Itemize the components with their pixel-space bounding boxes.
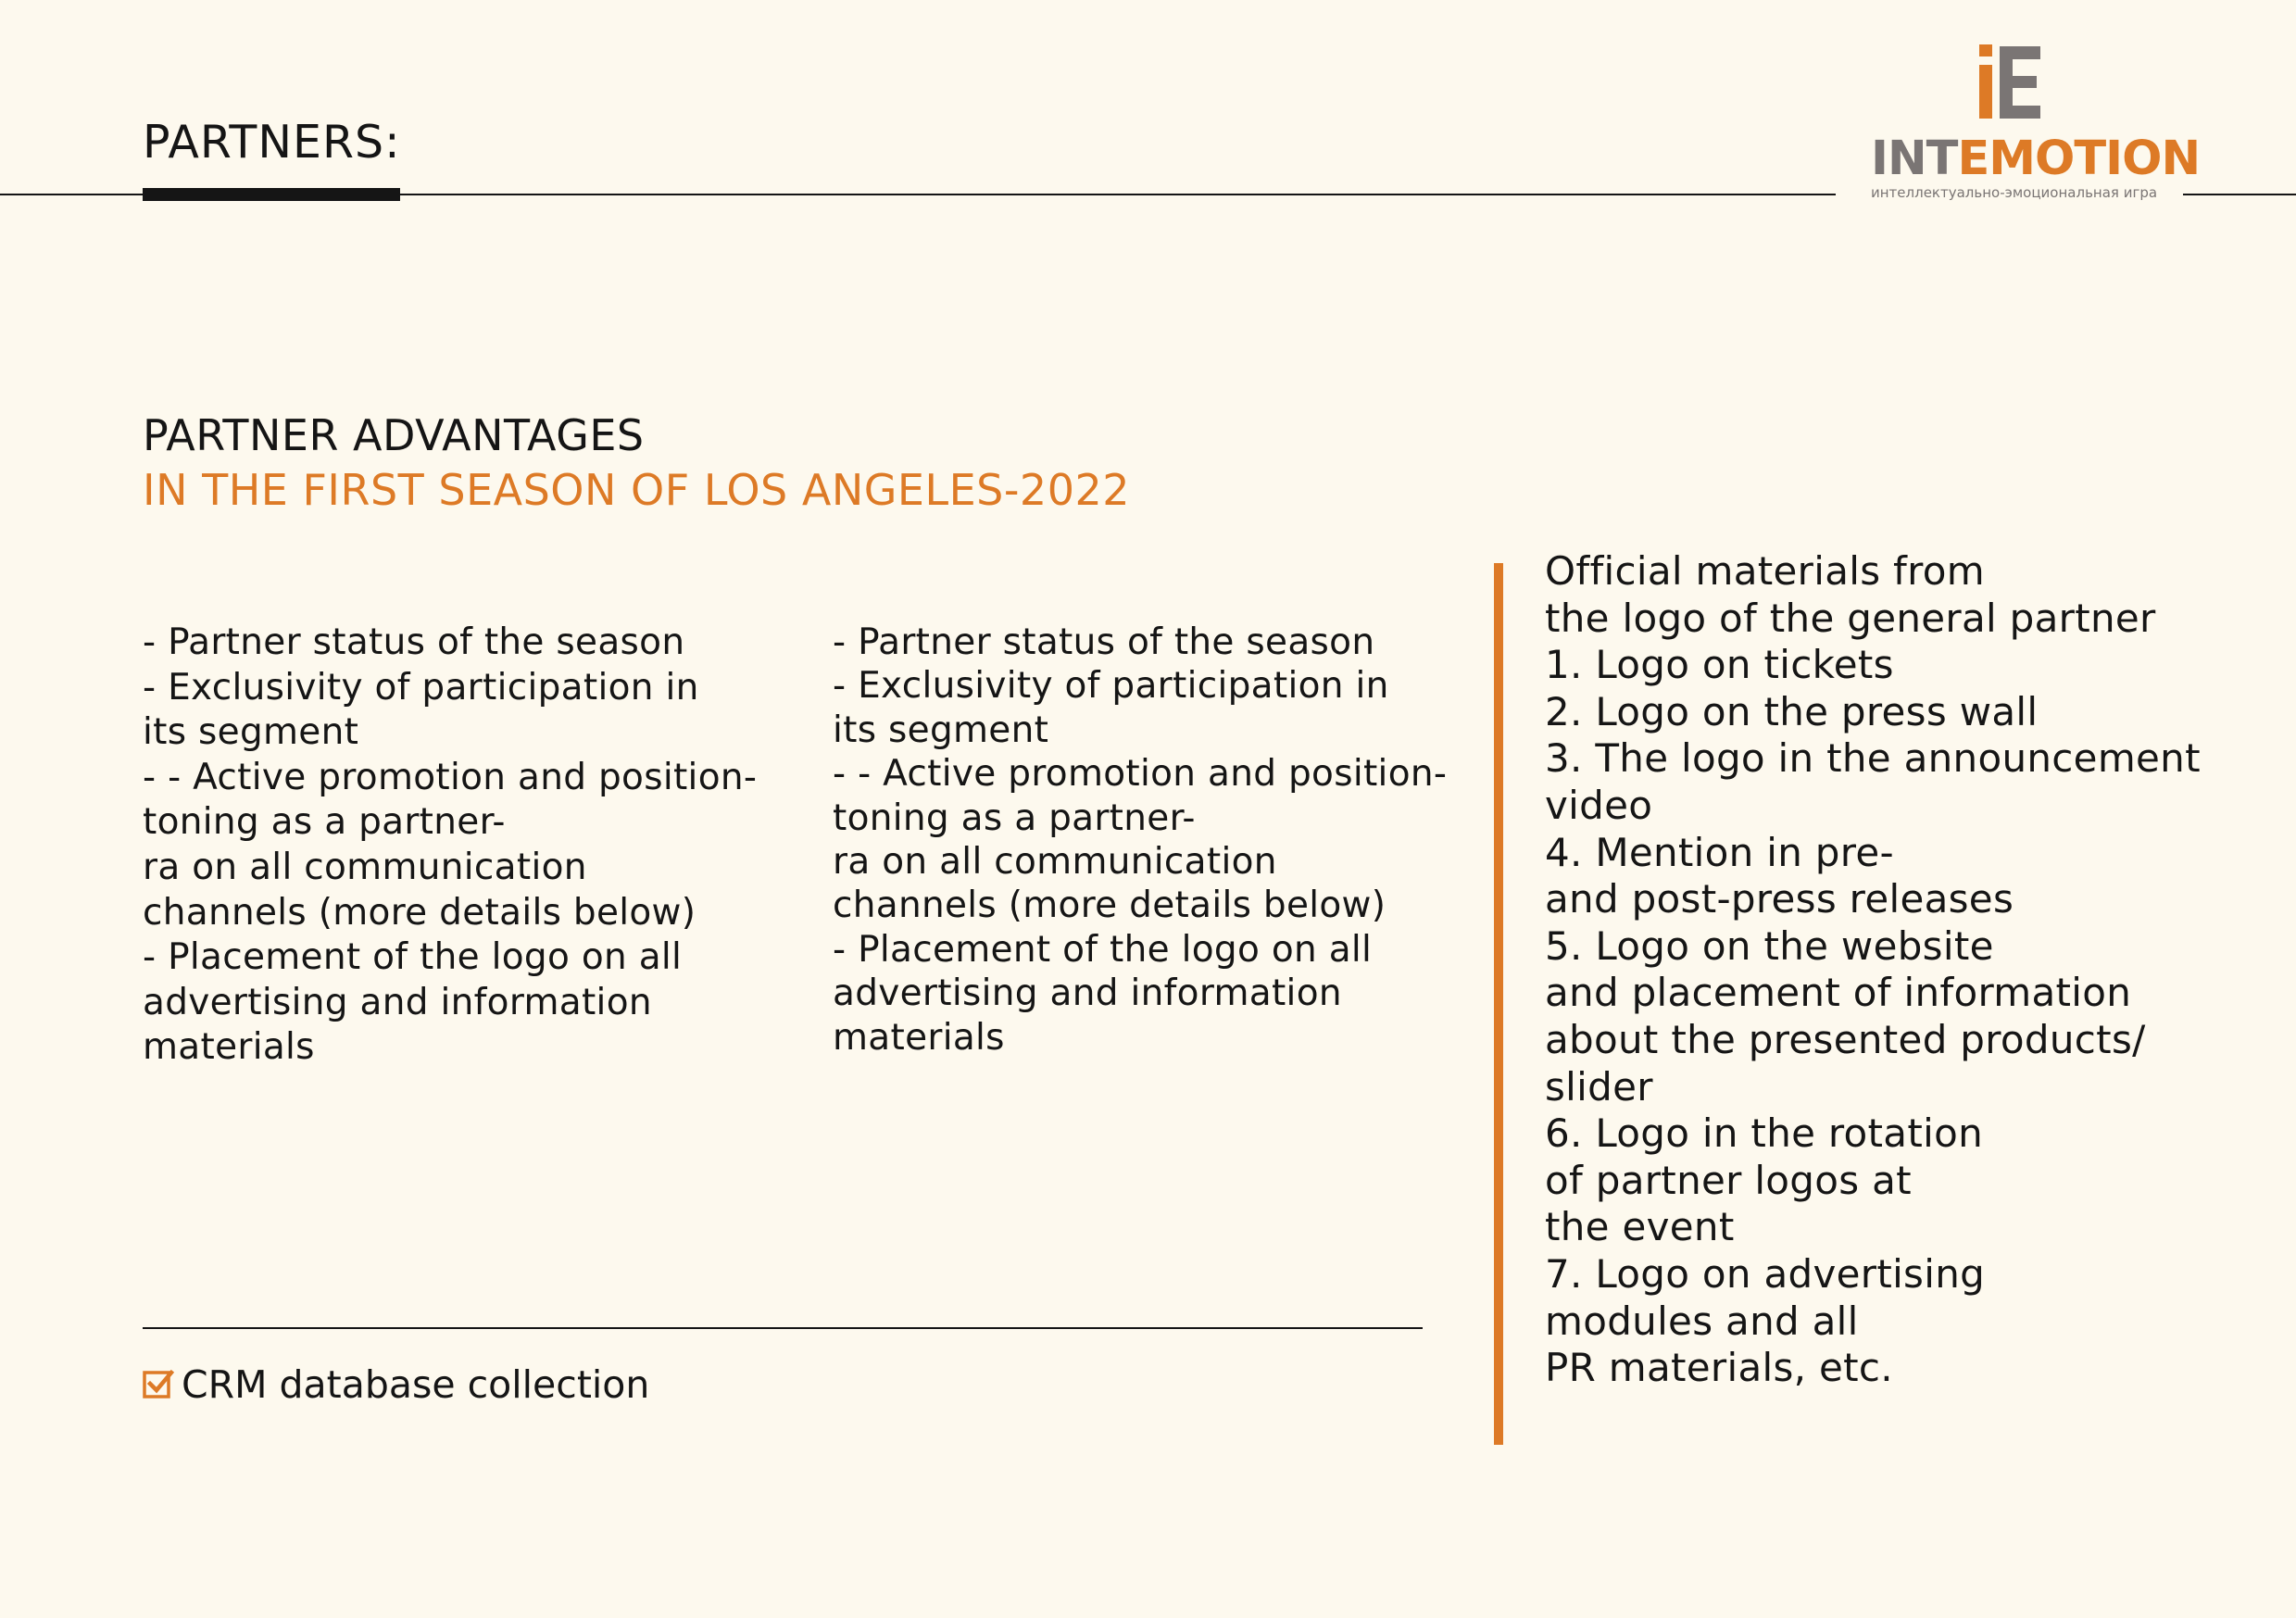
advantages-list-column-1: - Partner status of the season - Exclusivity of participation in its segment - - Active promotion and position- toning as a partner- ra on all communication channels (more details below) - Placement of the logo on all advertising and information materials: [143, 621, 758, 1069]
intemotion-logo: [1852, 44, 2201, 211]
title-underline: [143, 188, 400, 201]
ie-logo-mark-icon: [1979, 44, 2044, 120]
logo-wordmark-int: INT: [1871, 132, 1958, 186]
advantages-subtitle: IN THE FIRST SEASON OF LOS ANGELES-2022: [143, 465, 1130, 515]
logo-wordmark-emotion: EMOTION: [1957, 132, 2201, 186]
page-title: PARTNERS:: [143, 116, 401, 169]
header-divider-right: [2183, 194, 2296, 195]
section-divider: [143, 1327, 1423, 1329]
accent-vertical-bar: [1494, 563, 1503, 1445]
advantages-list-column-2: - Partner status of the season - Exclusivity of participation in its segment - - Active promotion and position- toning as a partner- ra on all communication channels (more details below) - Placement of the logo on all advertising and information materials: [833, 621, 1448, 1059]
checkbox-checked-icon: [143, 1369, 174, 1400]
crm-label: CRM database collection: [182, 1362, 650, 1407]
advantages-title: PARTNER ADVANTAGES: [143, 410, 645, 460]
crm-item: [143, 1361, 649, 1408]
logo-tagline: интеллектуально-эмоциональная игра: [1871, 184, 2158, 201]
logo-wordmark: [1871, 132, 2200, 187]
official-materials-list: Official materials from the logo of the general partner 1. Logo on tickets 2. Logo on the press wall 3. The logo in the announcement video 4. Mention in pre- and post-press releases 5. Logo on the website and placement of information about the presented products/ slider 6. Logo in the rotation of partner logos at the event 7. Logo on advertising modules and all PR materials, etc.: [1545, 548, 2201, 1391]
